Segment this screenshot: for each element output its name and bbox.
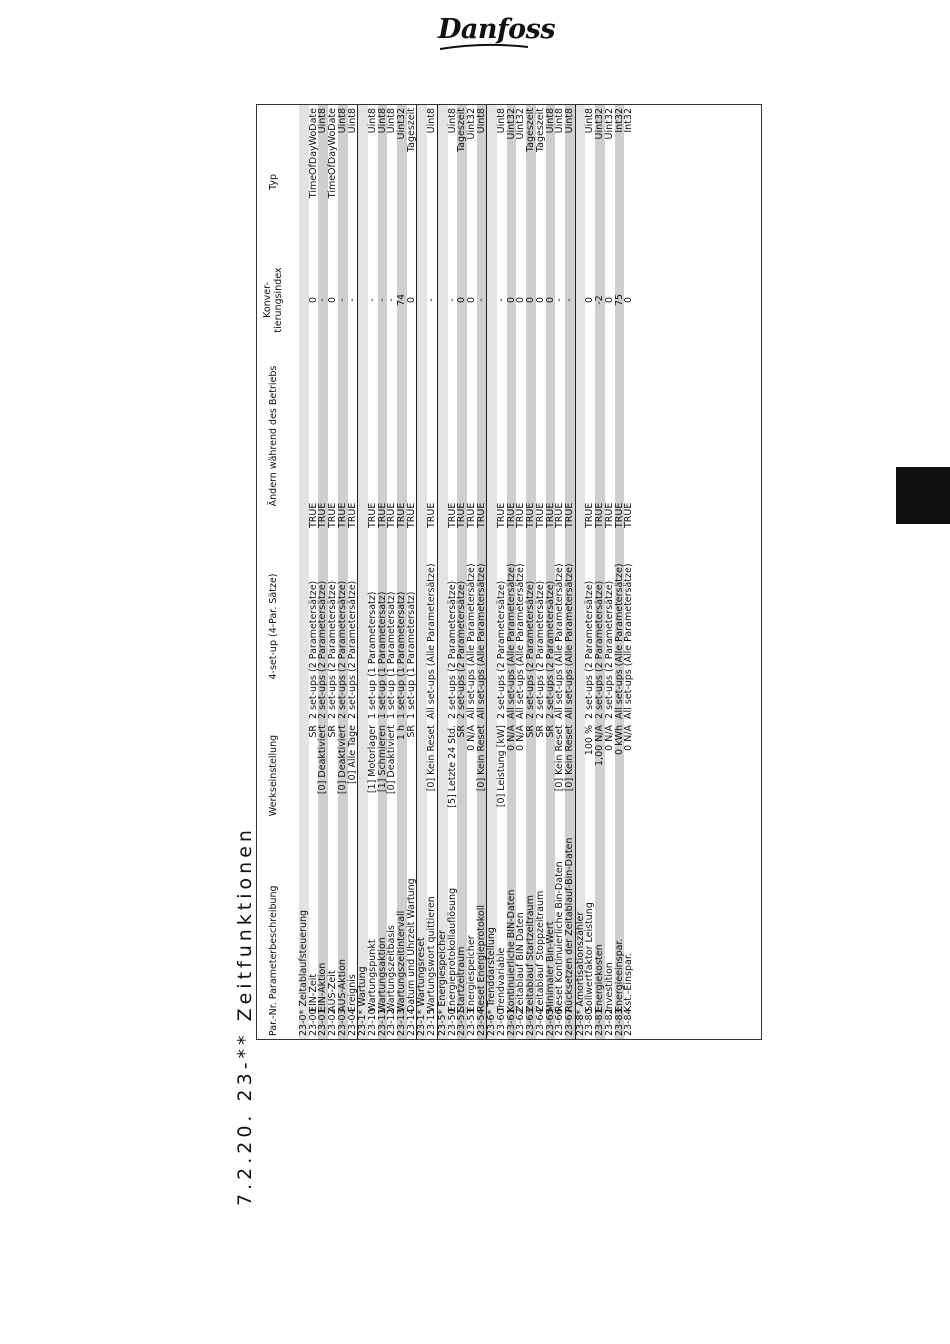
header-default: Werkseinstellung [267,734,279,817]
cell-default: 1,00 N/A [595,722,605,829]
cell-change: TRUE [534,502,546,528]
parameter-number: 23-60 [496,1008,508,1036]
group-title: 23-0* Zeitablaufsteuerung [299,105,309,1039]
cell-default: [0] Leistung [kW] [496,725,508,808]
cell-type: Uint8 [318,105,328,259]
cell-change: TRUE [507,341,517,531]
chapter-tab-marker [896,467,950,524]
table-row [585,105,595,1039]
cell-setup: 1 set-up (1 Parametersatz) [405,591,417,719]
cell-setup: 2 set-ups (2 Parametersätze) [595,531,605,722]
table-row [595,105,605,1039]
cell-conv: 0 [546,259,556,341]
cell-setup: 2 set-ups (2 Parametersätze) [584,580,596,719]
parameter-number: 23-61 [505,1008,517,1036]
cell-type: Uint8 [346,108,358,134]
cell-change: TRUE [366,502,378,528]
cell-setup: All set-ups (Alle Parametersätze) [507,531,517,722]
cell-default: 0 N/A [623,725,635,751]
cell-default: SR [405,725,417,738]
parameter-number: 23-54 [475,1008,487,1036]
parameter-description: Trendvariable [496,947,508,1012]
cell-parameter [427,829,437,1039]
cell-setup: All set-ups (Alle Parametersätze) [515,563,527,719]
parameter-number: 23-84 [623,1008,635,1036]
cell-setup: 2 set-ups (2 Parametersätze) [603,580,615,719]
cell-setup: 2 set-ups (2 Parametersätze) [338,531,348,722]
cell-default: 1 h [397,722,407,829]
parameter-description: Energieprotokollauflösung [446,887,458,1012]
cell-conv: - [496,298,508,302]
cell-default: SR [526,722,536,829]
cell-change: TRUE [615,341,625,531]
parameter-number: 23-02 [327,1008,339,1036]
cell-setup: All set-ups (Alle Parametersätze) [615,531,625,722]
parameter-number: 23-11 [376,1008,388,1036]
cell-conv: 0 [603,296,615,304]
group-title: 23-1* Wartung [358,105,368,1039]
group-header-row [299,105,309,1039]
parameter-description: AUS-Aktion [336,959,348,1012]
cell-default: [0] Alle Tage [346,725,358,785]
table-row [407,105,417,1039]
parameter-table-frame [256,104,762,1040]
parameter-number: 23-00 [307,1008,319,1036]
cell-setup: 1 set-up (1 Parametersatz) [386,591,398,719]
section-heading: 7.2.20. 23-** Zeitfunktionen [234,826,256,1206]
cell-setup: 2 set-ups (2 Parametersätze) [346,580,358,719]
cell-default: 0 N/A [465,725,477,751]
parameter-number: 23-63 [525,1008,537,1036]
group-header-row [575,105,585,1039]
cell-default: 0 N/A [515,725,527,751]
header-change: Ändern während des Betriebs [267,365,279,507]
cell-setup: 1 set-up (1 Parametersatz) [378,531,388,722]
table-row [536,105,546,1039]
cell-type: Uint8 [366,108,378,134]
cell-type: Uint8 [546,105,556,259]
table-row [309,105,319,1039]
parameter-number: 23-50 [446,1008,458,1036]
cell-default: SR [327,725,339,738]
cell-change: TRUE [378,341,388,531]
parameter-number: 23-15 [426,1008,438,1036]
cell-type: Tageszeit [534,108,546,153]
cell-setup: 2 set-ups (2 Parametersätze) [318,531,328,722]
cell-default: [0] Kein Reset [477,722,487,829]
parameter-description: Zeitablauf Stoppzeitraum [534,890,546,1012]
cell-change: TRUE [318,341,328,531]
cell-default: [1] Schmieren [378,722,388,829]
cell-type: Tageszeit [405,108,417,153]
cell-parameter [407,829,417,1039]
parameter-number: 23-65 [544,1008,556,1036]
table-row [338,105,348,1039]
cell-conv: 0 [515,296,527,304]
cell-type: Uint32 [595,105,605,259]
cell-type: Uint8 [584,108,596,134]
cell-type: Uint8 [426,108,438,134]
cell-default: [0] Deaktiviert [386,725,398,795]
cell-default: 0 N/A [507,722,517,829]
cell-setup: 2 set-ups (2 Parametersätze) [446,580,458,719]
parameter-description: Wartungsaktion [376,937,388,1012]
cell-type: Uint32 [515,108,527,140]
cell-parameter [624,829,634,1039]
table-header-row [257,105,289,1039]
cell-conv: 0 [327,296,339,304]
cell-default: [1] Motorlager [366,725,378,794]
cell-conv: - [318,259,328,341]
cell-setup: 2 set-ups (2 Parametersätze) [307,580,319,719]
cell-type: Uint8 [338,105,348,259]
cell-change: TRUE [457,341,467,531]
cell-type: Uint32 [507,105,517,259]
cell-setup: All set-ups (Alle Parametersätze) [565,531,575,722]
danfoss-logo [438,14,555,45]
parameter-number: 23-12 [386,1008,398,1036]
cell-change: TRUE [623,502,635,528]
cell-conv: - [446,298,458,302]
parameter-description: Kontinuierliche BIN-Daten [505,889,517,1012]
parameter-description: Minimaler Bin-Wert [544,921,556,1012]
cell-change: TRUE [446,502,458,528]
parameter-description: Reset Energieprotokoll [475,904,487,1012]
cell-type: TimeOfDayWoDate [307,108,319,199]
cell-conv: 0 [465,296,477,304]
cell-setup: 2 set-ups (2 Parametersätze) [526,531,536,722]
cell-setup: All set-ups (Alle Parametersätze) [465,563,477,719]
cell-default: [5] Letzte 24 Std. [446,725,458,808]
parameter-number: 23-66 [554,1008,566,1036]
parameter-description: Energiespeicher [465,935,477,1012]
parameter-number: 23-67 [563,1008,575,1036]
cell-setup: 1 set-up (1 Parametersatz) [397,531,407,722]
table-body [299,105,634,1039]
cell-conv: 0 [526,259,536,341]
cell-parameter [565,829,575,1039]
table-row [368,105,378,1039]
table-row [318,105,328,1039]
cell-change: TRUE [465,502,477,528]
cell-type: Uint8 [554,108,566,134]
cell-conv: 0 [534,296,546,304]
table-row [448,105,458,1039]
table-row [427,105,437,1039]
header-setup: 4-set-up (4-Par. Sätze) [267,573,279,680]
parameter-description: Datum und Uhrzeit Wartung [405,878,417,1012]
cell-change: TRUE [496,502,508,528]
cell-default: [0] Kein Reset [554,725,566,792]
parameter-number: 23-53 [465,1008,477,1036]
cell-change: TRUE [515,502,527,528]
cell-type: Tageszeit [457,105,467,259]
parameter-number: 23-64 [534,1008,546,1036]
cell-setup: 2 set-ups (2 Parametersätze) [327,580,339,719]
cell-setup: 2 set-ups (2 Parametersätze) [534,580,546,719]
parameter-description: Sollwertfaktor Leistung [584,902,596,1012]
parameter-description: Wartungszeitintervall [396,910,408,1012]
group-title: 23-6* Trenddarstellung [487,105,497,1039]
cell-setup: All set-ups (Alle Parametersätze) [426,563,438,719]
cell-conv: -2 [595,259,605,341]
cell-change: TRUE [554,502,566,528]
cell-type: Uint8 [477,105,487,259]
cell-parameter [348,829,358,1039]
parameter-number: 23-81 [594,1008,606,1036]
group-header-row [358,105,368,1039]
table-row [378,105,388,1039]
cell-setup: All set-ups (Alle Parametersätze) [477,531,487,722]
cell-conv: - [346,298,358,302]
cell-change: TRUE [584,502,596,528]
cell-conv: 74 [397,259,407,341]
cell-conv: - [378,259,388,341]
cell-setup: 1 set-up (1 Parametersatz) [366,591,378,719]
cell-conv: 75 [615,259,625,341]
cell-default: 0 N/A [603,725,615,751]
parameter-description: Zeitablauf BIN Daten [515,912,527,1012]
parameter-number: 23-14 [405,1008,417,1036]
table-row [328,105,338,1039]
cell-setup: 2 set-ups (2 Parametersätze) [457,531,467,722]
cell-change: TRUE [346,502,358,528]
cell-type: Tageszeit [526,105,536,259]
logo-swoosh [438,44,530,52]
parameter-number: 23-04 [346,1008,358,1036]
cell-type: Int32 [615,105,625,259]
parameter-description: EIN-Aktion [317,962,329,1012]
cell-default: SR [307,725,319,738]
parameter-description: Zeitablauf Startzeitraum [525,895,537,1012]
parameter-table [257,105,634,1039]
cell-conv: - [426,298,438,302]
parameter-number: 23-10 [366,1008,378,1036]
parameter-number: 23-62 [515,1008,527,1036]
table-row [348,105,358,1039]
parameter-number: 23-51 [456,1008,468,1036]
header-conv: Konver-tierungsindex [262,267,284,333]
cell-default: SR [534,725,546,738]
cell-default: 100 % [584,725,596,756]
cell-type: Uint8 [565,105,575,259]
cell-conv: - [386,298,398,302]
group-header-row [487,105,497,1039]
parameter-number: 23-80 [584,1008,596,1036]
header-type: Typ [267,174,279,190]
cell-change: TRUE [426,502,438,528]
cell-change: TRUE [338,341,348,531]
cell-conv: 0 [623,296,635,304]
cell-conv: 0 [507,259,517,341]
table-row [387,105,397,1039]
cell-conv: - [477,259,487,341]
parameter-description: Ereignis [346,974,358,1012]
cell-conv: - [366,298,378,302]
parameter-number: 23-82 [603,1008,615,1036]
cell-default: [0] Deaktiviert [338,722,348,829]
cell-setup: All set-ups (Alle Parametersätze) [554,563,566,719]
cell-type: Uint8 [496,108,508,134]
parameter-table-rotated [257,105,761,1039]
parameter-description: EIN-Zeit [307,973,319,1012]
parameter-description: Wartungswort quittieren [426,896,438,1012]
header-gap-row [289,105,299,1039]
parameter-number: 23-03 [336,1008,348,1036]
parameter-description: Rücksetzen der Zeitablauf-Bin-Daten [563,837,575,1012]
parameter-description: Energiekosten [594,944,606,1012]
cell-type: Int32 [623,108,635,133]
cell-conv: 0 [457,259,467,341]
parameter-description: Wartungspunkt [366,939,378,1012]
table-row [624,105,634,1039]
cell-change: TRUE [386,502,398,528]
cell-change: TRUE [397,341,407,531]
cell-type: Uint8 [378,105,388,259]
parameter-description: AUS-Zeit [327,970,339,1012]
parameter-number: 23-13 [396,1008,408,1036]
table-row [477,105,487,1039]
cell-change: TRUE [405,502,417,528]
cell-type: Uint32 [603,108,615,140]
cell-change: TRUE [526,341,536,531]
parameter-number: 23-01 [317,1008,329,1036]
cell-parameter [477,829,487,1039]
cell-type: Uint32 [465,108,477,140]
cell-change: TRUE [603,502,615,528]
cell-conv: - [338,259,348,341]
cell-setup: 2 set-ups (2 Parametersätze) [496,580,508,719]
cell-default: [0] Deaktiviert [318,722,328,829]
cell-default: [0] Kein Reset [565,722,575,829]
cell-type: TimeOfDayWoDate [327,108,339,199]
cell-change: TRUE [595,341,605,531]
cell-conv: 0 [307,296,319,304]
cell-type: Uint8 [446,108,458,134]
cell-default: SR [546,722,556,829]
cell-setup: 2 set-ups (2 Parametersätze) [546,531,556,722]
cell-change: TRUE [307,502,319,528]
table-row [565,105,575,1039]
parameter-description: Kst.-Einspar. [623,953,635,1012]
parameter-description: Startzeitraum [456,946,468,1012]
group-title: 23-8* Amortisationszähler [575,105,585,1039]
cell-conv: 0 [405,296,417,304]
logo-text: Danfoss [438,14,556,45]
cell-conv: - [554,298,566,302]
cell-change: TRUE [477,341,487,531]
cell-default: SR [457,722,467,829]
parameter-number: 23-83 [613,1008,625,1036]
cell-setup: All set-ups (Alle Parametersätze) [623,563,635,719]
cell-change: TRUE [546,341,556,531]
cell-default: [0] Kein Reset [426,725,438,792]
cell-default: 0 kWh [615,722,625,829]
parameter-description: Reset Kontinuierliche Bin-Daten [554,861,566,1012]
cell-conv: - [565,259,575,341]
group-title: 23-5* Energiespeicher [437,105,447,1039]
header-par: Par.-Nr. Parameterbeschreibung [267,885,279,1036]
cell-conv: 0 [584,296,596,304]
cell-type: Uint32 [397,105,407,259]
cell-change: TRUE [327,502,339,528]
parameter-description: Investition [603,962,615,1012]
cell-change: TRUE [565,341,575,531]
cell-type: Uint8 [386,108,398,134]
group-title: 23-1* Wartungsreset [417,105,427,1039]
parameter-description: Energieeinspar. [613,938,625,1012]
parameter-description: Wartungszeitbasis [386,925,398,1012]
